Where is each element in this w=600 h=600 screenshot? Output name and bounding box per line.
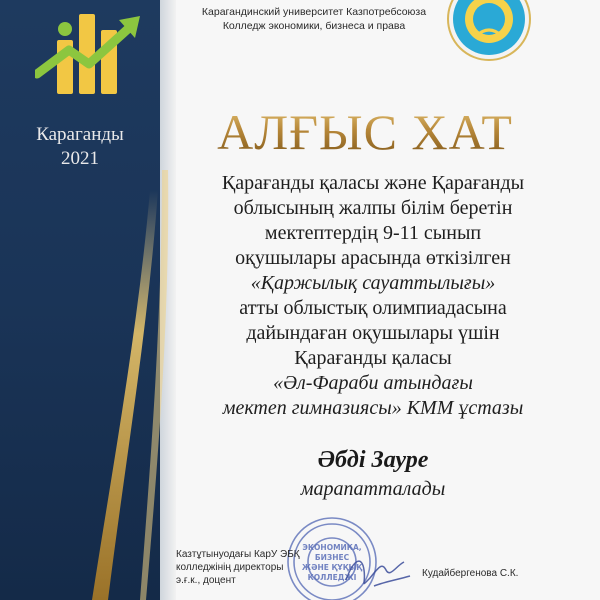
- body-line: дайындаған оқушылары үшін: [246, 322, 500, 344]
- stamp-text-line2: БИЗНЕС: [314, 553, 350, 562]
- header-institution: [182, 5, 446, 33]
- body-line: мектептердің 9-11 сынып: [264, 222, 482, 244]
- emblem-seal-icon: [446, 0, 532, 62]
- signatory-line3: э.ғ.к., доцент: [176, 575, 236, 586]
- body-line: атты облыстық олимпиадасына: [239, 297, 507, 319]
- stamp-text-line4: КОЛЛЕДЖІ: [307, 573, 357, 582]
- college-logo-icon: [35, 8, 145, 98]
- stamp-text-line3: ЖӘНЕ ҚҰҚЫҚ: [301, 563, 363, 572]
- signatory-line1: Казтұтынуодағы КарУ ЭБҚ: [176, 549, 300, 560]
- recipient-name: Әбді Зауре: [317, 447, 429, 473]
- body-line: Қарағанды қаласы: [294, 347, 452, 369]
- signatory-title: [176, 548, 300, 587]
- handwritten-signature-icon: [340, 548, 415, 593]
- body-line: облысының жалпы білім беретін: [233, 197, 513, 219]
- stamp-text-line1: ЭКОНОМИКА,: [302, 543, 362, 552]
- signatory-line2: колледжінің директоры: [176, 562, 284, 573]
- header-university: Карагандинский университет Казпотребсоюза: [201, 6, 427, 18]
- header-college: Колледж экономики, бизнеса и права: [222, 20, 406, 32]
- body-line: Қарағанды қаласы және Қарағанды: [221, 172, 525, 194]
- certificate-year: 2021: [61, 148, 99, 169]
- body-line: оқушылары арасында өткізілген: [235, 247, 511, 269]
- certificate-title: АЛҒЫС ХАТ: [180, 103, 550, 161]
- body-line-school: «Әл-Фараби атындағы: [273, 372, 473, 394]
- signatory-name: Кудайбергенова С.К.: [422, 568, 519, 579]
- awarded-text: марапатталады: [300, 478, 446, 500]
- body-line-school: мектеп гимназиясы» КММ ұстазы: [222, 397, 524, 419]
- city-name: Караганды: [36, 124, 124, 145]
- certificate-body: [178, 171, 568, 421]
- body-line-olympiad: «Қаржылық сауаттылығы»: [250, 272, 496, 294]
